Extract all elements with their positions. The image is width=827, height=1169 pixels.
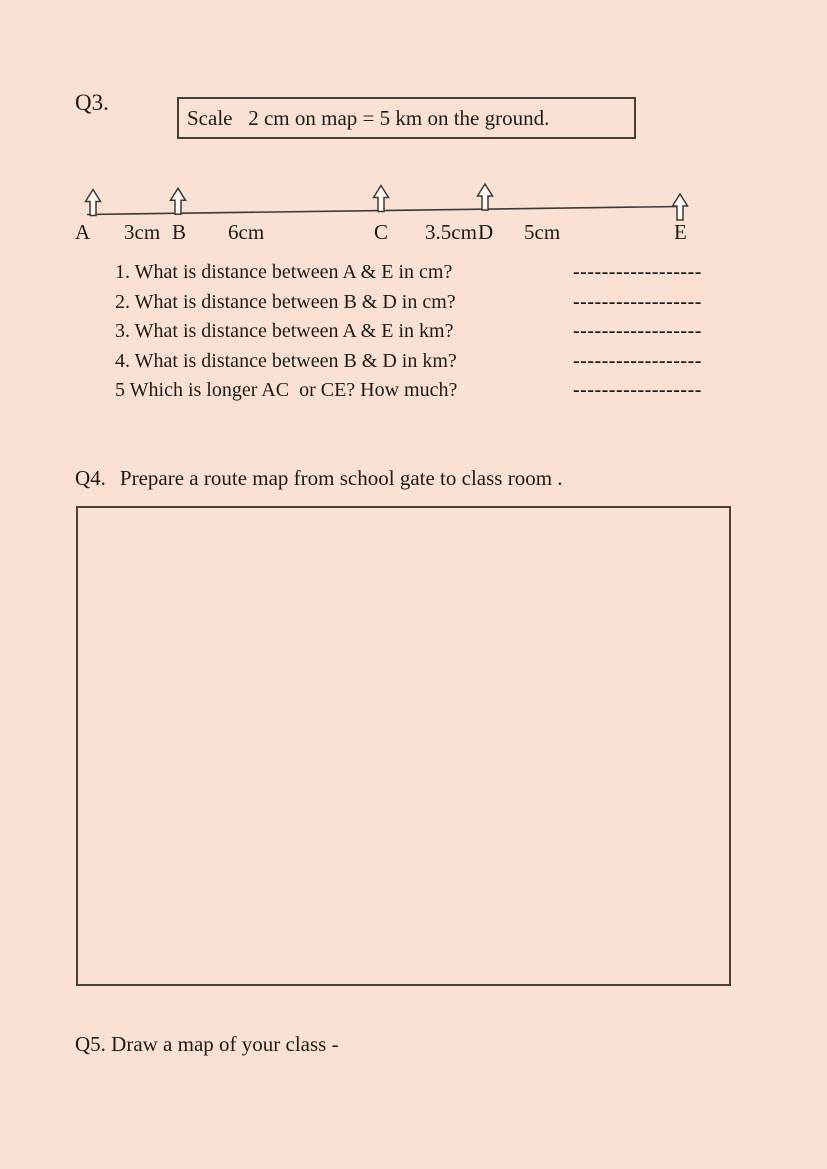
- question-row: [115, 379, 775, 409]
- point-label-a: A: [75, 220, 91, 244]
- question-text: 5 Which is longer AC or CE? How much?: [115, 379, 458, 401]
- answer-blank: ------------------: [573, 290, 702, 313]
- point-label-c: C: [374, 220, 389, 244]
- question-text: 3. What is distance between A & E in km?: [115, 320, 454, 342]
- question-text: 2. What is distance between B & D in cm?: [115, 290, 456, 313]
- up-arrow-icon: [86, 190, 101, 216]
- question-row: [115, 291, 775, 321]
- q3-question-list: [115, 261, 775, 409]
- point-label-d: D: [478, 220, 494, 244]
- segment-label-cd: 3.5cm: [425, 220, 477, 244]
- up-arrow-icon: [478, 184, 493, 210]
- point-label-b: B: [172, 220, 187, 244]
- q4-heading: [75, 466, 563, 491]
- scale-text: Scale 2 cm on map = 5 km on the ground.: [187, 105, 550, 130]
- segment-label-bc: 6cm: [228, 220, 265, 244]
- route-map-drawing-box: [76, 506, 731, 986]
- point-label-e: E: [674, 220, 687, 244]
- q5-heading: Q5. Draw a map of your class -: [75, 1032, 339, 1056]
- q4-text: Prepare a route map from school gate to class room .: [119, 466, 563, 490]
- answer-blank: ------------------: [573, 320, 702, 342]
- map-scale-diagram: [0, 180, 827, 248]
- q4-label: Q4.: [75, 466, 106, 490]
- question-row: [115, 350, 775, 380]
- scale-box: [177, 97, 636, 139]
- up-arrow-icon: [374, 186, 389, 212]
- answer-blank: ------------------: [573, 261, 702, 283]
- answer-blank: ------------------: [573, 349, 702, 372]
- answer-blank: ------------------: [573, 379, 702, 401]
- question-text: 1. What is distance between A & E in cm?: [115, 261, 453, 283]
- question-row: [115, 261, 775, 291]
- q3-label: Q3.: [75, 90, 109, 115]
- up-arrow-icon: [171, 188, 186, 214]
- segment-label-de: 5cm: [524, 220, 561, 244]
- question-text: 4. What is distance between B & D in km?: [115, 349, 457, 372]
- segment-label-ab: 3cm: [124, 220, 161, 244]
- question-row: [115, 320, 775, 350]
